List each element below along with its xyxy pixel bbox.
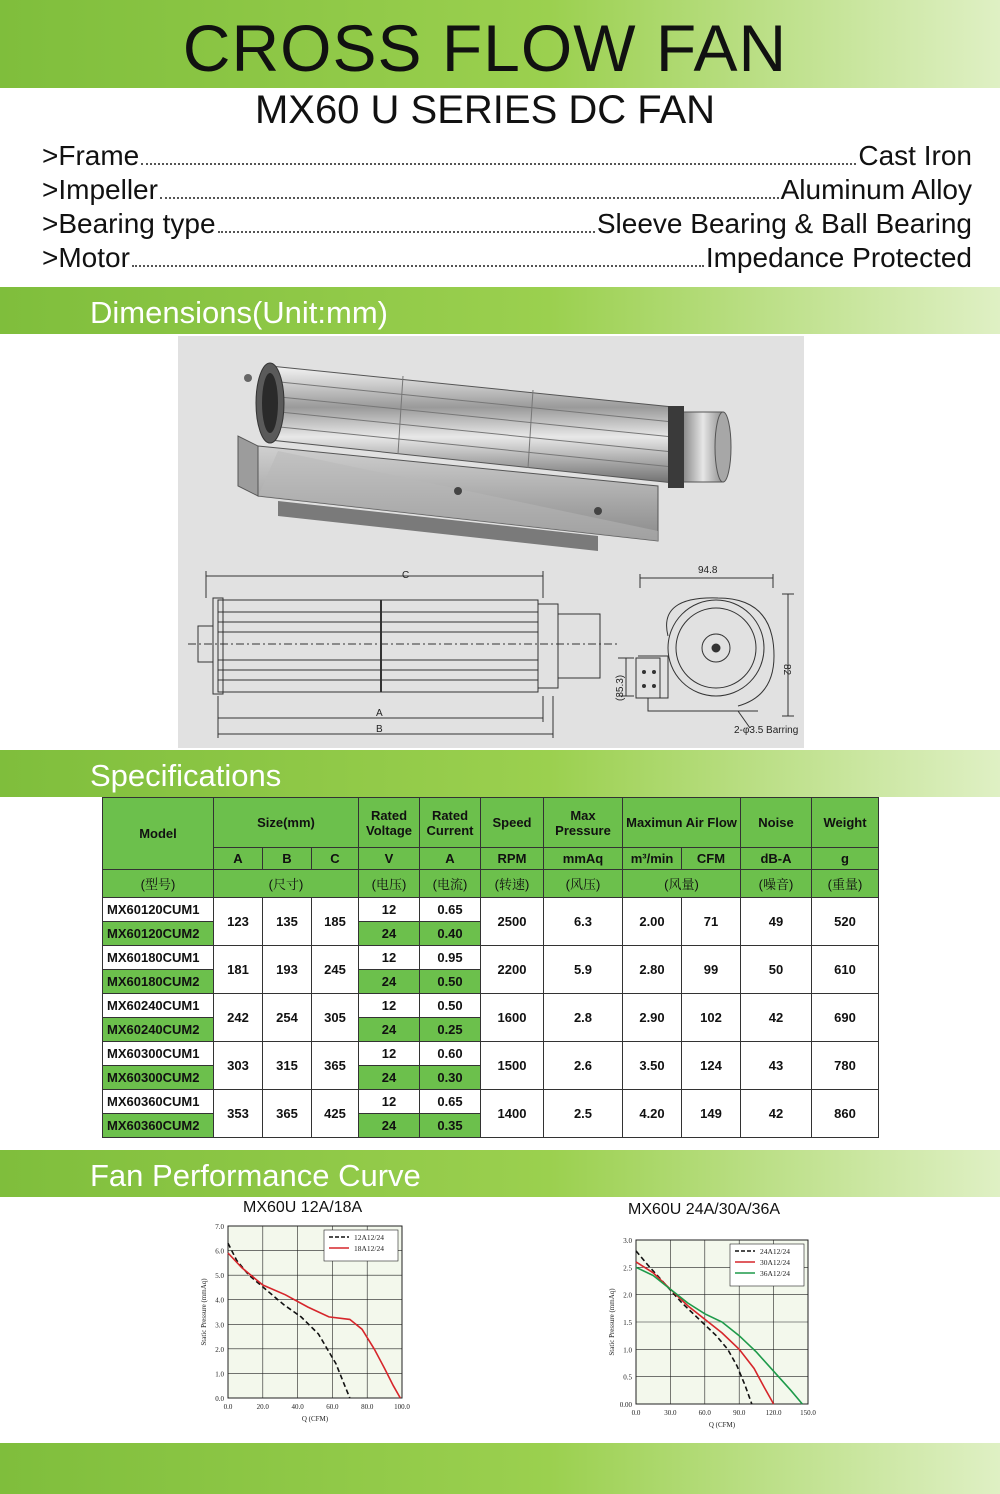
size-c-cell: 365 [312, 1042, 359, 1090]
speed-cell: 1600 [481, 994, 544, 1042]
x-tick-label: 90.0 [733, 1409, 746, 1417]
legend-label: 30A12/24 [760, 1258, 790, 1267]
performance-heading: Fan Performance Curve [90, 1158, 421, 1193]
y-tick-label: 6.0 [215, 1247, 224, 1256]
th-cn-model: (型号) [103, 870, 214, 898]
current-cell-24v: 0.25 [420, 1018, 481, 1042]
current-cell-12v: 0.65 [420, 1090, 481, 1114]
pressure-cell: 5.9 [544, 946, 623, 994]
th-unit-cfm: CFM [682, 848, 741, 870]
feature-value: Impedance Protected [705, 242, 972, 273]
y-tick-label: 4.0 [215, 1296, 224, 1305]
footer-band [0, 1443, 1000, 1494]
weight-cell: 610 [812, 946, 879, 994]
curve-2-title: MX60U 24A/30A/36A [628, 1201, 781, 1218]
dim-label-b: B [376, 724, 383, 735]
leader-dots [218, 213, 595, 233]
y-tick-label: 3.0 [623, 1237, 632, 1245]
airflow-cfm-cell: 149 [682, 1090, 741, 1138]
legend-label: 12A12/24 [354, 1233, 384, 1242]
y-tick-label: 3.0 [215, 1321, 224, 1330]
th-cn-speed: (转速) [481, 870, 544, 898]
leader-dots [141, 145, 856, 165]
voltage-cell-24v: 24 [359, 1114, 420, 1138]
current-cell-24v: 0.30 [420, 1066, 481, 1090]
model-cell-1: MX60240CUM1 [103, 994, 214, 1018]
chart-2-panel [600, 1232, 828, 1438]
th-cn-current: (电流) [420, 870, 481, 898]
model-cell-2: MX60300CUM2 [103, 1066, 214, 1090]
pressure-cell: 2.5 [544, 1090, 623, 1138]
model-cell-1: MX60360CUM1 [103, 1090, 214, 1114]
table-row [103, 898, 879, 922]
y-tick-label: 0.0 [215, 1395, 224, 1403]
airflow-m3-cell: 3.50 [623, 1042, 682, 1090]
size-a-cell: 181 [214, 946, 263, 994]
th-unit-c: C [312, 848, 359, 870]
y-tick-label: 7.0 [215, 1223, 224, 1231]
airflow-m3-cell: 2.90 [623, 994, 682, 1042]
airflow-m3-cell: 2.00 [623, 898, 682, 946]
voltage-cell-24v: 24 [359, 970, 420, 994]
y-tick-label: 1.0 [623, 1346, 632, 1355]
speed-cell: 1500 [481, 1042, 544, 1090]
th-unit-dba: dB-A [741, 848, 812, 870]
pressure-cell: 2.8 [544, 994, 623, 1042]
weight-cell: 780 [812, 1042, 879, 1090]
table-row [103, 1090, 879, 1114]
size-c-cell: 185 [312, 898, 359, 946]
y-tick-label: 5.0 [215, 1272, 224, 1281]
dimensions-band [0, 287, 1000, 334]
page-title: CROSS FLOW FAN [182, 11, 788, 85]
airflow-m3-cell: 2.80 [623, 946, 682, 994]
dimensions-panel [178, 336, 804, 748]
legend-label: 18A12/24 [354, 1244, 384, 1253]
model-cell-2: MX60240CUM2 [103, 1018, 214, 1042]
table-chinese-row [103, 870, 879, 898]
th-cn-voltage: (电压) [359, 870, 420, 898]
th-unit-v: V [359, 848, 420, 870]
y-axis-label: Static Pressure (mmAq) [200, 1278, 208, 1346]
noise-cell: 42 [741, 994, 812, 1042]
table-header-row [103, 798, 879, 848]
y-tick-label: 0.5 [623, 1373, 632, 1382]
pressure-cell: 6.3 [544, 898, 623, 946]
voltage-cell-12v: 12 [359, 1042, 420, 1066]
chart-1 [190, 1218, 418, 1438]
x-tick-label: 20.0 [256, 1403, 269, 1411]
specifications-band [0, 750, 1000, 797]
dimensions-heading: Dimensions(Unit:mm) [90, 295, 388, 330]
x-tick-label: 0.0 [631, 1409, 641, 1417]
th-cn-size: (尺寸) [214, 870, 359, 898]
leader-dots [132, 247, 704, 267]
th-cn-weight: (重量) [812, 870, 879, 898]
voltage-cell-24v: 24 [359, 922, 420, 946]
size-c-cell: 425 [312, 1090, 359, 1138]
feature-label: >Frame [42, 140, 140, 171]
th-unit-g: g [812, 848, 879, 870]
y-tick-label: 0.00 [619, 1401, 632, 1409]
dim-label-width: 94.8 [698, 565, 718, 576]
th-unit-mmaq: mmAq [544, 848, 623, 870]
table-unit-row [103, 848, 879, 870]
airflow-m3-cell: 4.20 [623, 1090, 682, 1138]
current-cell-12v: 0.50 [420, 994, 481, 1018]
fan-drawing [178, 336, 804, 748]
feature-frame [42, 140, 972, 174]
noise-cell: 50 [741, 946, 812, 994]
model-cell-1: MX60180CUM1 [103, 946, 214, 970]
current-cell-24v: 0.40 [420, 922, 481, 946]
x-axis-label: Q (CFM) [708, 1421, 736, 1429]
current-cell-24v: 0.50 [420, 970, 481, 994]
noise-cell: 43 [741, 1042, 812, 1090]
size-b-cell: 315 [263, 1042, 312, 1090]
size-c-cell: 245 [312, 946, 359, 994]
noise-cell: 42 [741, 1090, 812, 1138]
voltage-cell-12v: 12 [359, 994, 420, 1018]
x-axis-label: Q (CFM) [301, 1415, 329, 1423]
th-pressure: Max Pressure [544, 798, 623, 848]
weight-cell: 860 [812, 1090, 879, 1138]
current-cell-12v: 0.65 [420, 898, 481, 922]
chart-1-panel [190, 1218, 418, 1438]
th-unit-m3: m³/min [623, 848, 682, 870]
size-a-cell: 242 [214, 994, 263, 1042]
fan-photo [238, 363, 731, 551]
weight-cell: 520 [812, 898, 879, 946]
th-unit-b: B [263, 848, 312, 870]
table-row [103, 946, 879, 970]
voltage-cell-12v: 12 [359, 946, 420, 970]
th-airflow: Maximun Air Flow [623, 798, 741, 848]
voltage-cell-12v: 12 [359, 1090, 420, 1114]
voltage-cell-24v: 24 [359, 1066, 420, 1090]
table-row [103, 994, 879, 1018]
airflow-cfm-cell: 71 [682, 898, 741, 946]
x-tick-label: 150.0 [800, 1409, 816, 1417]
page-subtitle: MX60 U SERIES DC FAN [254, 88, 716, 132]
airflow-cfm-cell: 124 [682, 1042, 741, 1090]
y-axis-label: Static Pressure (mmAq) [608, 1288, 616, 1356]
th-unit-amp: A [420, 848, 481, 870]
feature-motor [42, 242, 972, 276]
airflow-cfm-cell: 99 [682, 946, 741, 994]
bearing-note: 2-φ3.5 Barring [734, 725, 799, 736]
th-cn-airflow: (风量) [623, 870, 741, 898]
legend-label: 36A12/24 [760, 1269, 790, 1278]
side-view-drawing [188, 571, 618, 738]
leader-dots [160, 179, 779, 199]
model-cell-2: MX60180CUM2 [103, 970, 214, 994]
voltage-cell-24v: 24 [359, 1018, 420, 1042]
dim-label-35: (35.3) [615, 674, 626, 701]
feature-label: >Impeller [42, 174, 158, 205]
dim-label-c: C [402, 570, 410, 581]
th-model: Model [103, 798, 214, 870]
th-unit-rpm: RPM [481, 848, 544, 870]
noise-cell: 49 [741, 898, 812, 946]
model-cell-2: MX60360CUM2 [103, 1114, 214, 1138]
size-b-cell: 135 [263, 898, 312, 946]
feature-value: Cast Iron [858, 140, 972, 171]
feature-label: >Motor [42, 242, 130, 273]
feature-label: >Bearing type [42, 208, 216, 239]
spec-table [102, 797, 879, 1138]
legend-label: 24A12/24 [760, 1247, 790, 1256]
voltage-cell-12v: 12 [359, 898, 420, 922]
performance-band [0, 1150, 1000, 1197]
th-size: Size(mm) [214, 798, 359, 848]
th-voltage: Rated Voltage [359, 798, 420, 848]
x-tick-label: 40.0 [291, 1403, 304, 1411]
speed-cell: 1400 [481, 1090, 544, 1138]
size-a-cell: 123 [214, 898, 263, 946]
size-b-cell: 365 [263, 1090, 312, 1138]
specifications-heading: Specifications [90, 758, 282, 793]
y-tick-label: 1.0 [215, 1370, 224, 1379]
x-tick-label: 30.0 [664, 1409, 677, 1417]
x-tick-label: 120.0 [765, 1409, 782, 1417]
speed-cell: 2500 [481, 898, 544, 946]
y-tick-label: 2.5 [623, 1264, 632, 1273]
model-cell-1: MX60300CUM1 [103, 1042, 214, 1066]
x-tick-label: 100.0 [394, 1403, 410, 1411]
size-a-cell: 353 [214, 1090, 263, 1138]
feature-impeller [42, 174, 972, 208]
th-cn-noise: (噪音) [741, 870, 812, 898]
speed-cell: 2200 [481, 946, 544, 994]
th-noise: Noise [741, 798, 812, 848]
chart-2 [600, 1232, 828, 1438]
th-speed: Speed [481, 798, 544, 848]
current-cell-24v: 0.35 [420, 1114, 481, 1138]
table-row [103, 1042, 879, 1066]
feature-value: Sleeve Bearing & Ball Bearing [596, 208, 972, 239]
dim-label-a: A [376, 708, 383, 719]
th-cn-pressure: (风压) [544, 870, 623, 898]
th-weight: Weight [812, 798, 879, 848]
th-unit-a: A [214, 848, 263, 870]
feature-bearing [42, 208, 972, 242]
x-tick-label: 0.0 [223, 1403, 233, 1411]
y-tick-label: 2.0 [215, 1345, 224, 1354]
dim-label-height: 82 [781, 664, 792, 676]
model-cell-1: MX60120CUM1 [103, 898, 214, 922]
y-tick-label: 1.5 [623, 1319, 632, 1327]
x-tick-label: 60.0 [698, 1409, 711, 1417]
current-cell-12v: 0.60 [420, 1042, 481, 1066]
current-cell-12v: 0.95 [420, 946, 481, 970]
model-cell-2: MX60120CUM2 [103, 922, 214, 946]
end-view-drawing [618, 574, 794, 728]
weight-cell: 690 [812, 994, 879, 1042]
x-tick-label: 60.0 [326, 1403, 339, 1411]
y-tick-label: 2.0 [623, 1291, 632, 1300]
curve-1-title: MX60U 12A/18A [243, 1199, 363, 1216]
x-tick-label: 80.0 [361, 1403, 374, 1411]
feature-value: Aluminum Alloy [780, 174, 972, 205]
airflow-cfm-cell: 102 [682, 994, 741, 1042]
size-b-cell: 193 [263, 946, 312, 994]
size-c-cell: 305 [312, 994, 359, 1042]
th-current: Rated Current [420, 798, 481, 848]
pressure-cell: 2.6 [544, 1042, 623, 1090]
size-a-cell: 303 [214, 1042, 263, 1090]
size-b-cell: 254 [263, 994, 312, 1042]
